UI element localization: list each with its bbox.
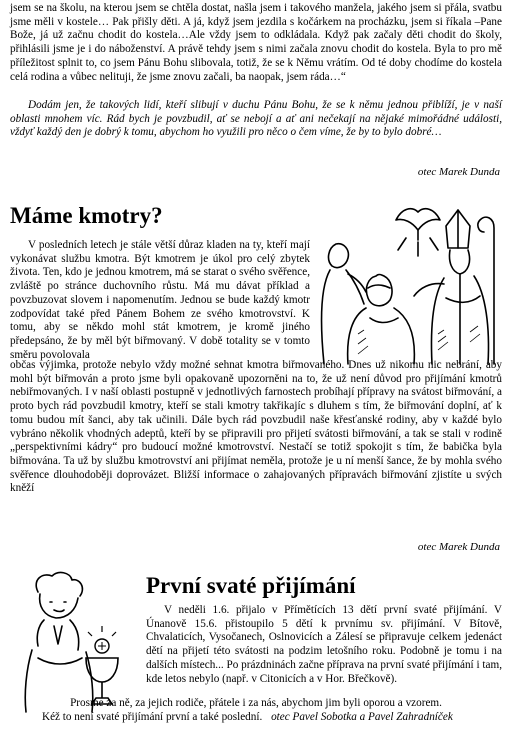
prijimani-prayer-line: Prosme za ně, za jejich rodiče, přátele i za nás, abychom jim byli oporou a vzorem. xyxy=(70,697,442,709)
kmotry-signature: otec Marek Dunda xyxy=(417,541,500,553)
prijimani-wrapped-text: V neděli 1.6. přijalo v Přímětících 13 dětí první svaté přijímání. V Únanově 15.6. přistoupilo 5 dětí k prvnímu sv. přijímání. V Bítově, Chvalaticích, Vysočanech, Oslnovicích a Zálesí se připravuje celkem jedenáct dětí na přijetí této svátosti na podzim letošního roku. Podobně je tomu i na dalších místech... Po prázdninách začne příprava na první svaté přijímání i tam, kde letos nebylo (např. v Citonicích a v Hor. Břečkově). xyxy=(146,604,502,685)
section-title-prijimani: První svaté přijímání xyxy=(146,573,356,598)
top-paragraph-2: Dodám jen, že takových lidí, kteří slibují v duchu Pánu Bohu, že se k němu jednou přiblíží, je v naší oblasti mnohem víc. Rád bych je povzbudil, ať se nebojí a ať ani nečekají na nějaké mimořádné události, vždyť každý den je dobrý k tomu, abychom ho využili pro něco o čem víme, že by to bylo dobré… xyxy=(10,99,502,139)
top-signature: otec Marek Dunda xyxy=(417,166,500,178)
section-title-kmotry: Máme kmotry? xyxy=(10,203,163,228)
prijimani-last-line xyxy=(42,711,502,725)
top-paragraph-1: jsem se na školu, na kterou jsem se chtěla dostat, našla jsem i takového manžela, jakého jsem si přála, svatbu jsme měli v kostele… Pak přišly děti. A já, když jsem jezdila s kočárkem na procházku, jsem si říkala –Pane Bože, já už začnu chodit do kostela…Ale vždy jsem to odkládala. Když pak začaly děti chodit do školy, přihlásili jsme je i do náboženství. A právě tehdy jsem s nimi začala znovu chodit do kostela. Byla to pro mě příležitost splnit to, co jsem Pánu Bohu slibovala, totiž, že se k Němu vrátím. Od té doby chodíme do kostela celá rodina a vůbec nelituji, že jsme znovu začali, ba naopak, jsem ráda…“ xyxy=(10,2,502,83)
kmotry-full-text: občas výjimka, protože nebylo vždy možné sehnat kmotra biřmovaného. Dnes už nikomu nic nebrání, aby mohl být biřmován a proto jsme byli opakovaně upozorněni na to, že už není důvod pro přijímání kmotrů nebiřmovaných. I v naší oblasti postupně v jednotlivých farnostech probíhají přípravy na svátost biřmování, a proto bych rád povzbudil kmotry, kteří se stali kmotry takřikajíc s dluhem s tím, že biřmování doplní, ať k tomu budou mít šanci, aby tak učinili. Dále bych rád povzbudil naše křesťanské rodiny, aby v každé bylo vybráno několik vhodných adeptů, kteří by se připravili pro přijetí svátosti biřmování, a tak se stali v rodině „perspektivními kádry“ pro budoucí možné kmotrovství. Nestačí se totiž spokojit s tím, že babička byla biřmována. Ta už by službu kmotrovství ani přijímat neměla, protože je u ní menší šance, že by mohla svého svěřence dlouhodoběji doprovázet. Bližší informace o zahajovaných přípravách biřmování zjistíte u svých kněží xyxy=(10,359,502,495)
prijimani-signature: otec Pavel Sobotka a Pavel Zahradníček xyxy=(271,711,453,723)
confirmation-illustration xyxy=(318,204,504,368)
prijimani-last-text: Kéž to není svaté přijímání první a také poslední. xyxy=(42,711,263,723)
communion-child-illustration xyxy=(8,570,128,714)
kmotry-wrapped-text: V posledních letech je stále větší důraz kladen na ty, kteří mají vykonávat službu kmotra. Být kmotrem je úkol pro celý zbytek života. Ten, kdo je jednou kmotrem, má se starat o svého svěřence, zvláště po stránce duchovního růstu. Má mu dávat příklad a povzbuzovat slovem i napomenutím. Jednou se bude každý kmotr zodpovídat také před Pánem Bohem ze svého kmotrovství. K tomu, aby se někdo mohl stát kmotrem, je kromě jiného předepsáno, že by měl být biřmovaný. V době totality se v tomto směru povolovala xyxy=(10,239,310,361)
